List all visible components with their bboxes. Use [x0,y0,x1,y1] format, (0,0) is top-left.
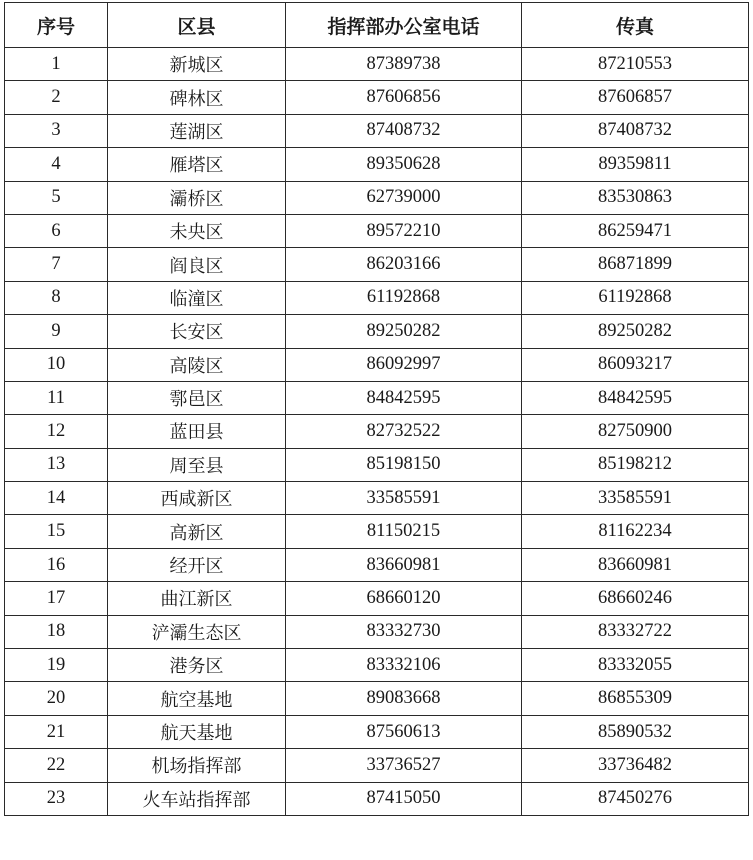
table-row [5,715,749,748]
cell-index: 22 [5,749,108,782]
cell-district: 碑林区 [108,81,286,114]
table-row [5,448,749,481]
cell-index: 15 [5,515,108,548]
cell-index: 13 [5,448,108,481]
cell-phone: 33585591 [286,482,522,515]
cell-phone: 89083668 [286,682,522,715]
cell-district: 阎良区 [108,248,286,281]
cell-index: 23 [5,782,108,815]
cell-phone: 89350628 [286,148,522,181]
cell-fax: 87606857 [522,81,749,114]
cell-index: 5 [5,181,108,214]
cell-index: 4 [5,148,108,181]
cell-phone: 68660120 [286,582,522,615]
cell-index: 18 [5,615,108,648]
cell-district: 浐灞生态区 [108,615,286,648]
cell-phone: 87560613 [286,715,522,748]
cell-index: 19 [5,649,108,682]
table-row [5,214,749,247]
cell-phone: 87389738 [286,48,522,81]
cell-index: 14 [5,482,108,515]
cell-index: 9 [5,315,108,348]
table-row [5,181,749,214]
cell-index: 17 [5,582,108,615]
cell-district: 西咸新区 [108,482,286,515]
header-row [5,3,749,48]
cell-fax: 89250282 [522,315,749,348]
cell-phone: 85198150 [286,448,522,481]
cell-district: 周至县 [108,448,286,481]
table-row [5,81,749,114]
table-row [5,548,749,581]
cell-fax: 84842595 [522,381,749,414]
cell-phone: 86203166 [286,248,522,281]
table-body [5,48,749,816]
cell-phone: 82732522 [286,415,522,448]
table-row [5,315,749,348]
cell-index: 7 [5,248,108,281]
cell-phone: 83332730 [286,615,522,648]
cell-index: 6 [5,214,108,247]
cell-fax: 61192868 [522,281,749,314]
header-index: 序号 [5,3,108,48]
cell-fax: 33585591 [522,482,749,515]
cell-fax: 86855309 [522,682,749,715]
cell-fax: 87408732 [522,114,749,147]
cell-district: 未央区 [108,214,286,247]
cell-fax: 82750900 [522,415,749,448]
table-row [5,114,749,147]
cell-phone: 84842595 [286,381,522,414]
table-row [5,615,749,648]
cell-fax: 68660246 [522,582,749,615]
cell-index: 2 [5,81,108,114]
table-row [5,348,749,381]
cell-fax: 86093217 [522,348,749,381]
cell-phone: 62739000 [286,181,522,214]
cell-fax: 83332055 [522,649,749,682]
cell-district: 港务区 [108,649,286,682]
cell-district: 长安区 [108,315,286,348]
cell-index: 1 [5,48,108,81]
cell-fax: 83332722 [522,615,749,648]
cell-district: 高新区 [108,515,286,548]
cell-district: 高陵区 [108,348,286,381]
cell-district: 曲江新区 [108,582,286,615]
cell-fax: 81162234 [522,515,749,548]
cell-phone: 83660981 [286,548,522,581]
cell-index: 21 [5,715,108,748]
cell-district: 航空基地 [108,682,286,715]
cell-index: 12 [5,415,108,448]
table-row [5,582,749,615]
cell-fax: 83660981 [522,548,749,581]
cell-phone: 61192868 [286,281,522,314]
header-district: 区县 [108,3,286,48]
table-row [5,749,749,782]
cell-phone: 87408732 [286,114,522,147]
cell-fax: 85198212 [522,448,749,481]
cell-district: 火车站指挥部 [108,782,286,815]
table-row [5,48,749,81]
cell-phone: 81150215 [286,515,522,548]
cell-district: 雁塔区 [108,148,286,181]
cell-fax: 86259471 [522,214,749,247]
cell-district: 灞桥区 [108,181,286,214]
table-row [5,415,749,448]
table-row [5,248,749,281]
table-header [5,3,749,48]
table-row [5,381,749,414]
cell-phone: 83332106 [286,649,522,682]
cell-phone: 86092997 [286,348,522,381]
cell-index: 3 [5,114,108,147]
cell-index: 20 [5,682,108,715]
table-row [5,281,749,314]
cell-index: 16 [5,548,108,581]
cell-district: 机场指挥部 [108,749,286,782]
table-row [5,782,749,815]
header-phone: 指挥部办公室电话 [286,3,522,48]
cell-district: 蓝田县 [108,415,286,448]
cell-fax: 86871899 [522,248,749,281]
cell-index: 8 [5,281,108,314]
cell-phone: 87415050 [286,782,522,815]
table-row [5,649,749,682]
cell-phone: 89572210 [286,214,522,247]
cell-phone: 33736527 [286,749,522,782]
header-fax: 传真 [522,3,749,48]
cell-district: 新城区 [108,48,286,81]
table-row [5,148,749,181]
cell-fax: 33736482 [522,749,749,782]
cell-fax: 89359811 [522,148,749,181]
cell-index: 10 [5,348,108,381]
cell-district: 临潼区 [108,281,286,314]
table-row [5,682,749,715]
cell-district: 莲湖区 [108,114,286,147]
cell-phone: 89250282 [286,315,522,348]
cell-fax: 87450276 [522,782,749,815]
cell-phone: 87606856 [286,81,522,114]
table-row [5,482,749,515]
cell-district: 航天基地 [108,715,286,748]
cell-fax: 85890532 [522,715,749,748]
table-row [5,515,749,548]
cell-district: 鄠邑区 [108,381,286,414]
cell-district: 经开区 [108,548,286,581]
contact-table [4,2,749,816]
cell-fax: 83530863 [522,181,749,214]
cell-fax: 87210553 [522,48,749,81]
cell-index: 11 [5,381,108,414]
